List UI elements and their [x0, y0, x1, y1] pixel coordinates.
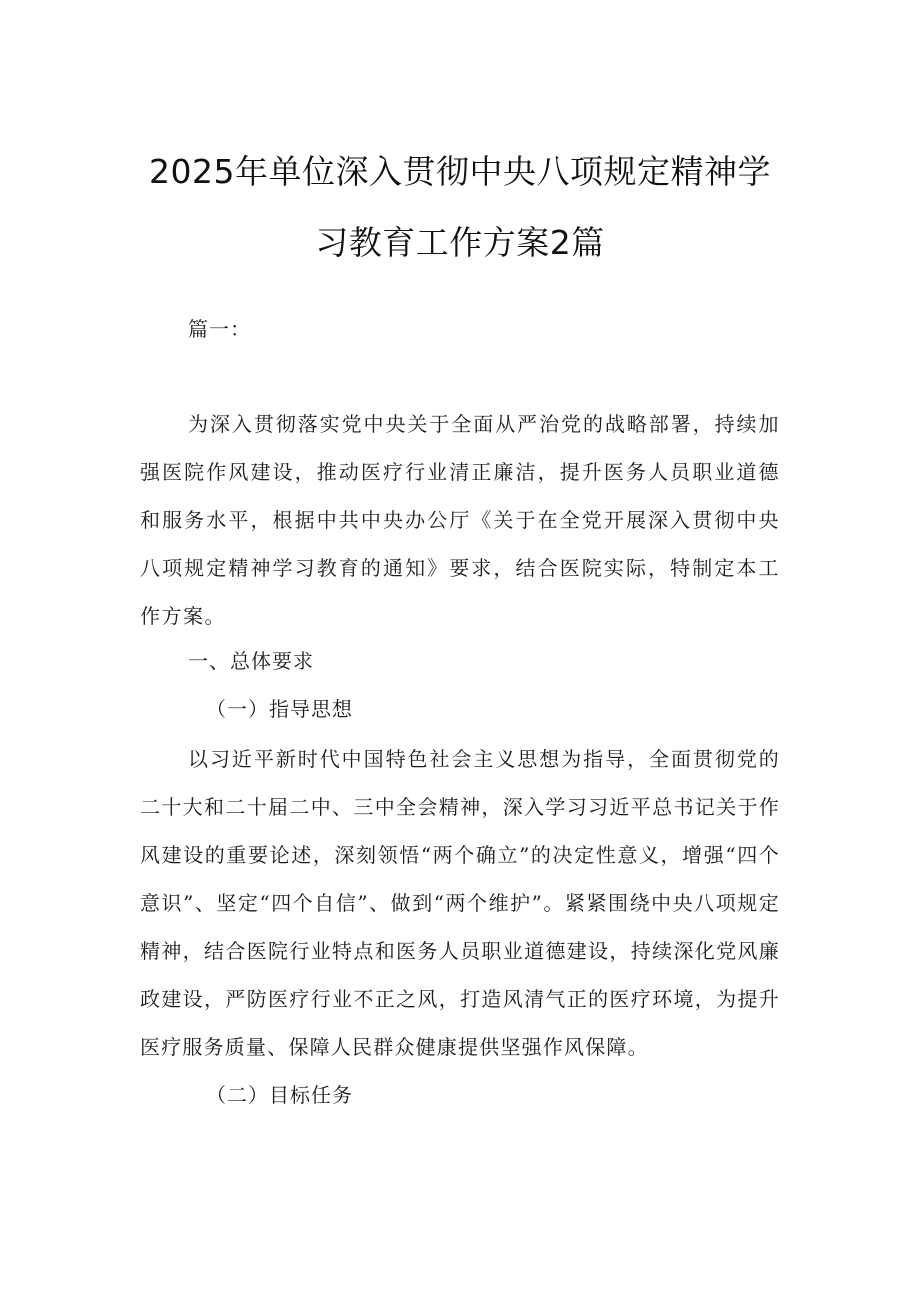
subsection-heading-goals: （二）目标任务 [206, 1083, 353, 1107]
guiding-paragraph: 以习近平新时代中国特色社会主义思想为指导，全面贯彻党的二十大和二十届二中、三中全会精神，深入学习习近平总书记关于作风建设的重要论述，深刻领悟“两个确立”的决定性意义，增强“四个意识”、坚定“四个自信”、做到“两个维护”。紧紧围绕中央八项规定精神，结合医院行业特点和医务人员职业道德建设，持续深化党风廉政建设，严防医疗行业不正之风，打造风清气正的医疗环境，为提升医疗服务质量、保障人民群众健康提供坚强作风保障。 [140, 747, 780, 1059]
article-label: 篇一： [188, 317, 251, 341]
document-title-line-1: 2025年单位深入贯彻中央八项规定精神学 [149, 152, 771, 191]
subsection-heading-guiding: （一）指导思想 [206, 697, 353, 721]
intro-paragraph: 为深入贯彻落实党中央关于全面从严治党的战略部署，持续加强医院作风建设，推动医疗行业清正廉洁，提升医务人员职业道德和服务水平，根据中共中央办公厅《关于在全党开展深入贯彻中央八项规定精神学习教育的通知》要求，结合医院实际，特制定本工作方案。 [140, 412, 780, 628]
document-title-line-2: 习教育工作方案2篇 [315, 223, 605, 262]
section-heading: 一、总体要求 [188, 649, 314, 673]
